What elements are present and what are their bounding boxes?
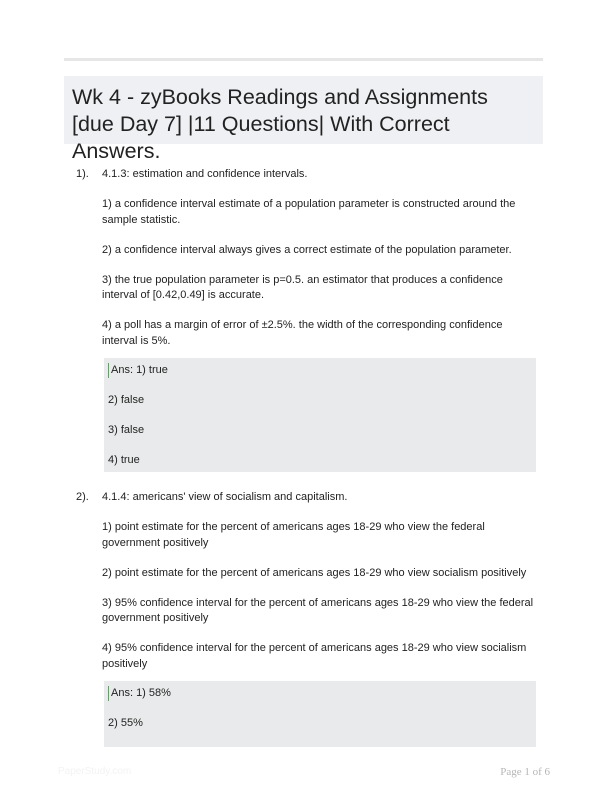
document-title: Wk 4 - zyBooks Readings and Assignments [due Day 7] |11 Questions| With Correct Answers.	[72, 85, 488, 163]
answer-line: 2) false	[108, 394, 145, 406]
answer-box	[104, 358, 536, 472]
statement: 3) 95% confidence interval for the percent of americans ages 18-29 who view the federal government positively	[102, 596, 534, 624]
statement: 3) the true population parameter is p=0.5. an estimator that produces a confidence interval of [0.42,0.49] is accurate.	[102, 273, 503, 301]
watermark-text: PaperStudy.com	[58, 766, 132, 777]
top-divider	[64, 58, 543, 61]
answer-line: Ans: 1) true	[108, 363, 532, 378]
page-number: Page 1 of 6	[500, 766, 550, 778]
statement: 2) point estimate for the percent of americans ages 18-29 who view socialism positively	[102, 566, 527, 579]
statement: 1) a confidence interval estimate of a population parameter is constructed around the sample statistic.	[102, 198, 516, 226]
statement: 4) 95% confidence interval for the percent of americans ages 18-29 who view socialism positively	[102, 642, 527, 670]
answer-line: 2) 55%	[108, 717, 143, 729]
question-number: 1).	[76, 168, 89, 180]
question-body	[102, 490, 536, 747]
answer-line: 3) false	[108, 424, 145, 436]
answer-line: 4) true	[108, 454, 140, 466]
question-number: 2).	[76, 491, 89, 503]
question-title: 4.1.3: estimation and confidence intervals.	[102, 168, 308, 180]
answer-line: Ans: 1) 58%	[108, 686, 532, 701]
title-banner	[64, 76, 543, 163]
answer-box	[104, 681, 536, 747]
statement: 1) point estimate for the percent of americans ages 18-29 who view the federal government positively	[102, 521, 485, 549]
question-title: 4.1.4: americans' view of socialism and capitalism.	[102, 491, 348, 503]
question-body	[102, 167, 536, 472]
page-footer	[0, 766, 606, 782]
statement: 4) a poll has a margin of error of ±2.5%. the width of the corresponding confidence interval is 5%.	[102, 319, 503, 347]
statement: 2) a confidence interval always gives a correct estimate of the population parameter.	[102, 243, 512, 256]
